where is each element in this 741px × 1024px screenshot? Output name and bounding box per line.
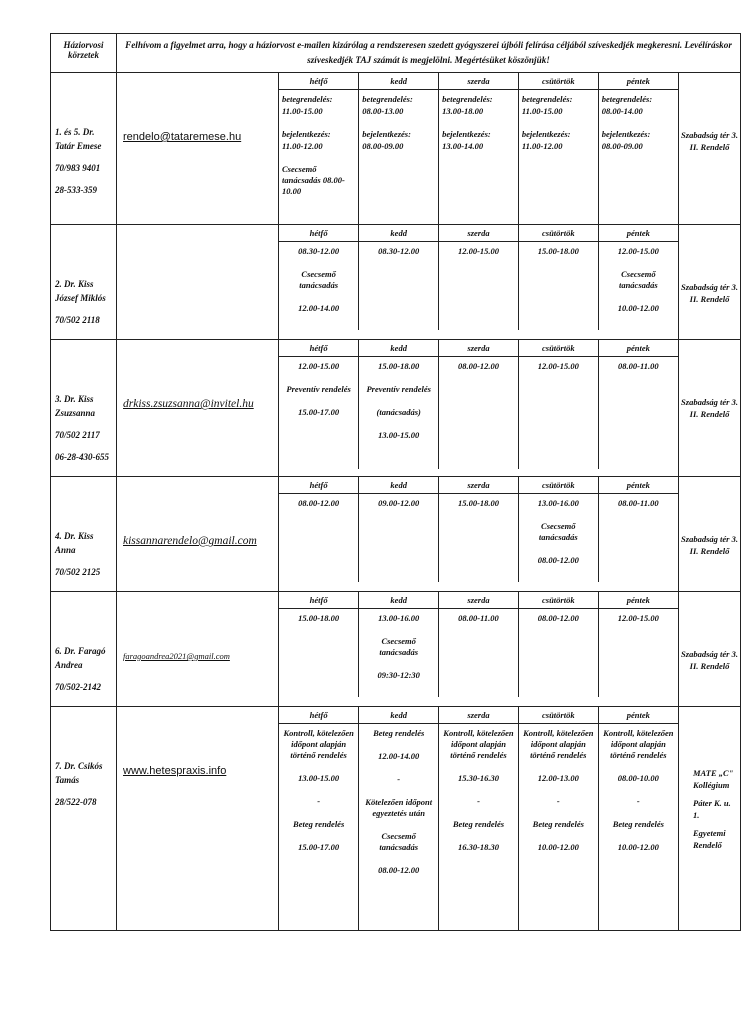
- schedule-cell: [279, 592, 679, 707]
- doctor-line: 70/502 2118: [55, 315, 100, 325]
- hours-line: 12.00-15.00: [457, 246, 500, 256]
- email-link[interactable]: drkiss.zsuzsanna@invitel.hu: [123, 398, 254, 410]
- districts-header: Háziorvosi körzetek: [51, 34, 117, 73]
- hours-line: Csecsemő tanácsadás 08.00-10.00: [282, 164, 345, 196]
- hours-line: Preventív rendelés: [286, 384, 351, 394]
- location-line: Szabadság tér 3. II. Rendelő: [681, 130, 738, 152]
- weekday-label: péntek: [598, 592, 678, 609]
- hours-line: 08.00-09.00: [601, 141, 643, 151]
- location-line: Szabadság tér 3. II. Rendelő: [681, 649, 738, 671]
- hours-line: -: [397, 774, 401, 784]
- hours-line: Beteg rendelés: [293, 819, 345, 829]
- day-hours: [279, 724, 359, 931]
- weekday-label: péntek: [598, 477, 678, 494]
- weekday-label: csütörtök: [518, 592, 598, 609]
- schedule-cell: [279, 707, 679, 931]
- day-hours: [439, 494, 519, 583]
- hours-line: Preventív rendelés: [366, 384, 431, 394]
- weekday-label: csütörtök: [518, 225, 598, 242]
- hours-line: 08.00-09.00: [362, 141, 404, 151]
- day-hours: [359, 494, 439, 583]
- hours-line: 12.00-14.00: [298, 303, 340, 313]
- hours-block: [362, 498, 435, 509]
- doctor-cell: [51, 477, 117, 592]
- hours-line: 13.00-18.00: [442, 106, 484, 116]
- day-hours: [518, 90, 598, 225]
- day-hours: [279, 494, 359, 583]
- hours-line: 08.00-13.00: [362, 106, 404, 116]
- email-link[interactable]: kissannarendelo@gmail.com: [123, 535, 257, 547]
- hours-line: Csecsemő tanácsadás: [299, 269, 339, 290]
- weekday-label: kedd: [359, 592, 439, 609]
- location-cell: [679, 707, 741, 931]
- hours-line: (tanácsadás): [376, 407, 421, 417]
- hours-block: [522, 94, 595, 152]
- hours-block: [602, 613, 675, 624]
- weekday-header-row: [279, 73, 678, 90]
- hours-line: 15.00-18.00: [457, 498, 500, 508]
- doctor-line: 06-28-430-655: [55, 452, 109, 462]
- weekday-label: szerda: [439, 340, 519, 357]
- week-schedule: [279, 477, 678, 582]
- hours-line: Beteg rendelés: [373, 728, 425, 738]
- hours-line: 10.00-12.00: [617, 842, 659, 852]
- day-hours: [598, 357, 678, 470]
- day-hours: [598, 609, 678, 698]
- doctor-cell: [51, 707, 117, 931]
- hours-line: 15.30-16.30: [457, 773, 500, 783]
- hours-line: 08.30-12.00: [378, 246, 420, 256]
- hours-line: Csecsemő tanácsadás: [379, 636, 419, 657]
- doctor-line: 2. Dr. Kiss József Miklós: [55, 279, 106, 303]
- doctor-cell: [51, 225, 117, 340]
- day-hours: [518, 242, 598, 331]
- hours-line: 13.00-16.00: [537, 498, 579, 508]
- location-line: Egyetemi Rendelő: [693, 828, 726, 850]
- table-row: [51, 340, 741, 477]
- weekday-label: szerda: [439, 592, 519, 609]
- hours-line: Beteg rendelés: [452, 819, 505, 829]
- hours-block: [602, 498, 675, 509]
- weekday-label: kedd: [359, 340, 439, 357]
- weekday-header-row: [279, 592, 678, 609]
- hours-line: 13.00-14.00: [442, 141, 484, 151]
- weekday-label: szerda: [439, 73, 519, 90]
- day-hours: [359, 724, 439, 931]
- hours-line: Kontroll, kötelezően időpont alapján történő rendelés: [443, 728, 514, 760]
- email-link[interactable]: faragoandrea2021@gmail.com: [123, 651, 230, 661]
- weekday-label: szerda: [439, 477, 519, 494]
- hours-block: [602, 94, 675, 152]
- day-hours: [359, 609, 439, 698]
- hours-line: 08.00-12.00: [298, 498, 340, 508]
- weekday-hours-row: [279, 494, 678, 583]
- hours-block: [442, 613, 515, 624]
- schedule-sheet: [50, 33, 738, 931]
- hours-line: 08.00-12.00: [378, 865, 420, 875]
- weekday-label: péntek: [598, 225, 678, 242]
- day-hours: [359, 90, 439, 225]
- doctor-line: 70/502-2142: [55, 682, 101, 692]
- hours-line: 09:30-12:30: [377, 670, 420, 680]
- hours-line: 12.00-14.00: [378, 751, 420, 761]
- hours-line: 13.00-15.00: [298, 773, 340, 783]
- hours-line: 13.00-15.00: [378, 430, 420, 440]
- day-hours: [279, 90, 359, 225]
- weekday-label: csütörtök: [518, 73, 598, 90]
- hours-line: 15.00-17.00: [298, 842, 340, 852]
- hours-line: 12.00-13.00: [537, 773, 579, 783]
- weekday-label: hétfő: [279, 340, 359, 357]
- day-hours: [439, 724, 519, 931]
- hours-block: [362, 361, 435, 441]
- weekday-label: kedd: [359, 477, 439, 494]
- hours-block: [362, 246, 435, 257]
- hours-line: betegrendelés:: [442, 94, 493, 104]
- day-hours: [439, 90, 519, 225]
- weekday-label: csütörtök: [518, 340, 598, 357]
- location-cell: [679, 73, 741, 225]
- week-schedule: [279, 225, 678, 330]
- hours-line: 12.00-15.00: [298, 361, 340, 371]
- weekday-header-row: [279, 340, 678, 357]
- doctor-line: 7. Dr. Csikós Tamás: [55, 761, 103, 785]
- hours-line: 08.00-12.00: [537, 555, 579, 565]
- weekday-label: hétfő: [279, 707, 359, 724]
- day-hours: [598, 242, 678, 331]
- day-hours: [598, 90, 678, 225]
- hours-line: 15.00-18.00: [378, 361, 420, 371]
- schedule-cell: [279, 340, 679, 477]
- hours-block: [442, 498, 515, 509]
- hours-line: bejelentkezés:: [362, 129, 411, 139]
- table-row: [51, 225, 741, 340]
- day-hours: [598, 724, 678, 931]
- hours-line: 10.00-12.00: [537, 842, 579, 852]
- doctor-cell: [51, 340, 117, 477]
- weekday-label: péntek: [598, 707, 678, 724]
- hours-line: Csecsemő tanácsadás: [538, 521, 578, 542]
- hours-block: [362, 728, 435, 876]
- email-cell: [117, 592, 279, 707]
- weekday-label: hétfő: [279, 592, 359, 609]
- location-line: MATE „C" Kollégium: [693, 768, 734, 790]
- hours-line: 08.00-11.00: [458, 613, 499, 623]
- hours-block: [442, 361, 515, 372]
- hours-line: -: [556, 796, 560, 806]
- hours-block: [522, 498, 595, 566]
- day-hours: [439, 242, 519, 331]
- weekday-label: szerda: [439, 707, 519, 724]
- hours-line: bejelentkezés:: [442, 129, 491, 139]
- weekday-label: szerda: [439, 225, 519, 242]
- location-cell: [679, 225, 741, 340]
- doctor-line: 70/983 9401: [55, 163, 101, 173]
- hours-line: 08.00-10.00: [617, 773, 659, 783]
- doctor-line: 4. Dr. Kiss Anna: [55, 531, 94, 555]
- hours-line: Kontroll, kötelezően időpont alapján történő rendelés: [603, 728, 674, 760]
- day-hours: [359, 357, 439, 470]
- hours-line: bejelentkezés:: [521, 129, 571, 139]
- hours-line: -: [477, 796, 480, 806]
- doctor-line: 28-533-359: [55, 185, 97, 195]
- hours-line: 11.00-12.00: [282, 141, 323, 151]
- hours-line: betegrendelés:: [521, 94, 573, 104]
- hours-block: [522, 728, 595, 853]
- hours-line: 08.30-12.00: [298, 246, 340, 256]
- hours-line: 08.00-12.00: [537, 613, 579, 623]
- hours-block: [282, 246, 355, 314]
- location-cell: [679, 340, 741, 477]
- hours-line: 11.00-15.00: [282, 106, 323, 116]
- email-cell: [117, 477, 279, 592]
- weekday-label: kedd: [359, 707, 439, 724]
- hours-block: [602, 361, 675, 372]
- hours-block: [282, 498, 355, 509]
- hours-line: Kötelezően időpont egyeztetés után: [365, 797, 433, 818]
- location-line: Szabadság tér 3. II. Rendelő: [681, 282, 738, 304]
- weekday-hours-row: [279, 90, 678, 225]
- day-hours: [439, 609, 519, 698]
- schedule-cell: [279, 73, 679, 225]
- hours-block: [522, 361, 595, 372]
- hours-line: -: [636, 796, 640, 806]
- hours-line: 08.00-11.00: [618, 361, 659, 371]
- email-cell: [117, 707, 279, 931]
- doctor-cell: [51, 592, 117, 707]
- email-cell: [117, 73, 279, 225]
- hours-block: [522, 246, 595, 257]
- doctor-line: 6. Dr. Faragó Andrea: [55, 646, 106, 670]
- day-hours: [279, 357, 359, 470]
- hours-line: betegrendelés:: [282, 94, 333, 104]
- schedule-cell: [279, 477, 679, 592]
- doctor-line: 28/522-078: [55, 797, 97, 807]
- hours-line: Beteg rendelés: [532, 819, 584, 829]
- hours-line: 12.00-15.00: [617, 246, 659, 256]
- hours-line: Kontroll, kötelezően időpont alapján történő rendelés: [283, 728, 354, 760]
- hours-line: 11.00-12.00: [521, 141, 563, 151]
- location-line: Páter K. u. 1.: [693, 798, 731, 820]
- table-row: [51, 477, 741, 592]
- weekday-label: hétfő: [279, 73, 359, 90]
- weekday-label: kedd: [359, 73, 439, 90]
- doctor-line: 70/502 2125: [55, 567, 101, 577]
- hours-line: Csecsemő tanácsadás: [618, 269, 658, 290]
- location-cell: [679, 592, 741, 707]
- hours-block: [282, 728, 355, 853]
- hours-line: 09.00-12.00: [378, 498, 420, 508]
- email-cell: [117, 225, 279, 340]
- hours-block: [602, 728, 675, 853]
- hours-line: 12.00-15.00: [617, 613, 659, 623]
- email-cell: [117, 340, 279, 477]
- day-hours: [279, 609, 359, 698]
- hours-block: [362, 94, 435, 152]
- day-hours: [359, 242, 439, 331]
- hours-line: 08.00-12.00: [457, 361, 500, 371]
- doctor-line: 1. és 5. Dr. Tatár Emese: [55, 127, 102, 151]
- schedule-table: [50, 33, 741, 931]
- location-line: Szabadság tér 3. II. Rendelő: [681, 397, 738, 419]
- hours-line: bejelentkezés:: [601, 129, 651, 139]
- day-hours: [518, 357, 598, 470]
- hours-line: 10.00-12.00: [617, 303, 659, 313]
- hours-block: [442, 728, 515, 853]
- hours-line: 13.00-16.00: [378, 613, 420, 623]
- hours-line: 11.00-15.00: [521, 106, 563, 116]
- day-hours: [518, 494, 598, 583]
- email-link[interactable]: www.hetespraxis.info: [123, 765, 227, 777]
- weekday-hours-row: [279, 609, 678, 698]
- hours-block: [442, 246, 515, 257]
- hours-line: betegrendelés:: [601, 94, 653, 104]
- hours-line: Beteg rendelés: [612, 819, 664, 829]
- doctor-cell: [51, 73, 117, 225]
- hours-line: 15.00-18.00: [298, 613, 340, 623]
- weekday-header-row: [279, 707, 678, 724]
- hours-block: [282, 613, 355, 624]
- week-schedule: [279, 707, 678, 930]
- hours-block: [522, 613, 595, 624]
- doctor-line: 3. Dr. Kiss Zsuzsanna: [55, 394, 96, 418]
- weekday-label: hétfő: [279, 225, 359, 242]
- hours-line: Csecsemő tanácsadás: [379, 831, 419, 852]
- weekday-hours-row: [279, 242, 678, 331]
- hours-block: [282, 94, 355, 197]
- hours-line: 15.00-17.00: [298, 407, 340, 417]
- weekday-label: csütörtök: [518, 707, 598, 724]
- schedule-cell: [279, 225, 679, 340]
- header-row: [51, 34, 741, 73]
- hours-block: [282, 361, 355, 418]
- doctor-line: 70/502 2117: [55, 430, 100, 440]
- hours-line: bejelentkezés:: [282, 129, 331, 139]
- day-hours: [598, 494, 678, 583]
- hours-line: 08.00-11.00: [618, 498, 659, 508]
- hours-line: Kontroll, kötelezően időpont alapján történő rendelés: [523, 728, 594, 760]
- week-schedule: [279, 73, 678, 224]
- weekday-label: kedd: [359, 225, 439, 242]
- weekday-header-row: [279, 225, 678, 242]
- week-schedule: [279, 340, 678, 469]
- weekday-hours-row: [279, 724, 678, 931]
- day-hours: [279, 242, 359, 331]
- weekday-label: csütörtök: [518, 477, 598, 494]
- weekday-label: hétfő: [279, 477, 359, 494]
- weekday-hours-row: [279, 357, 678, 470]
- weekday-label: péntek: [598, 340, 678, 357]
- day-hours: [439, 357, 519, 470]
- email-link[interactable]: rendelo@tataremese.hu: [123, 131, 242, 143]
- table-row: [51, 592, 741, 707]
- hours-block: [362, 613, 435, 681]
- hours-line: 08.00-14.00: [601, 106, 643, 116]
- weekday-header-row: [279, 477, 678, 494]
- table-row: [51, 707, 741, 931]
- hours-line: 15.00-18.00: [537, 246, 579, 256]
- week-schedule: [279, 592, 678, 697]
- hours-line: 12.00-15.00: [537, 361, 579, 371]
- hours-line: -: [317, 796, 321, 806]
- location-line: Szabadság tér 3. II. Rendelő: [681, 534, 738, 556]
- location-cell: [679, 477, 741, 592]
- email-notice: Felhívom a figyelmet arra, hogy a háziorvost e-mailen kizárólag a rendszeresen szedett gyógyszerei újbóli felírása céljából szíveskedjék megkeresni. Levélíráskor szíveskedjék TAJ számát is megjelölni. Megértésüket köszönjük!: [117, 34, 741, 73]
- hours-block: [602, 246, 675, 314]
- day-hours: [518, 724, 598, 931]
- hours-line: 16.30-18.30: [457, 842, 500, 852]
- table-row: [51, 73, 741, 225]
- hours-line: betegrendelés:: [362, 94, 413, 104]
- hours-block: [442, 94, 515, 152]
- day-hours: [518, 609, 598, 698]
- weekday-label: péntek: [598, 73, 678, 90]
